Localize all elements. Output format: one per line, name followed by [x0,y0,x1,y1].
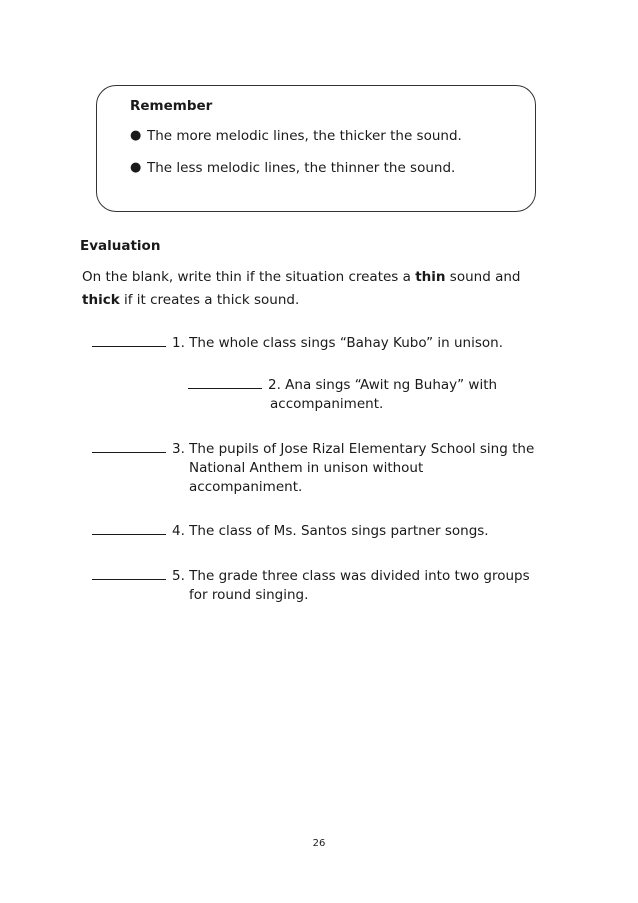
answer-blank[interactable] [92,567,166,580]
remember-box [96,85,536,212]
answer-blank[interactable] [188,376,262,389]
instructions-bold-thin: thin [415,269,446,285]
instructions-text: On the blank, write thin if the situation creates a [82,269,416,285]
answer-blank[interactable] [92,334,166,347]
remember-list [127,128,462,192]
item-text: 4. The class of Ms. Santos sings partner songs. [172,523,489,539]
item-text-continued: accompaniment. [270,396,384,412]
evaluation-title: Evaluation [80,238,161,254]
remember-bullet-text: The more melodic lines, the thicker the sound. [147,128,462,144]
instructions-bold-thick: thick [82,292,120,308]
item-text: 2. Ana sings “Awit ng Buhay” with [268,377,498,393]
item-text: 1. The whole class sings “Bahay Kubo” in unison. [172,335,504,351]
item-text: 3. The pupils of Jose Rizal Elementary School sing the [172,441,535,457]
evaluation-item-2 [188,376,497,414]
evaluation-item-4 [92,522,489,541]
bullet-icon: ● [130,160,142,175]
page-number: 26 [312,838,326,849]
instructions-text: if it creates a thick sound. [119,292,300,308]
evaluation-instructions [82,266,552,312]
bullet-icon: ● [130,128,142,143]
item-text: 5. The grade three class was divided into two groups [172,568,530,584]
remember-bullet-text: The less melodic lines, the thinner the sound. [147,160,456,176]
remember-bullet-item [127,128,462,144]
evaluation-item-1 [92,334,503,353]
item-text-continued: accompaniment. [189,479,303,495]
answer-blank[interactable] [92,522,166,535]
evaluation-item-3 [92,440,534,497]
remember-title: Remember [130,98,213,114]
instructions-text: sound and [445,269,521,285]
item-text-continued: for round singing. [189,587,309,603]
item-text-continued: National Anthem in unison without [189,460,424,476]
remember-bullet-item [127,160,462,176]
evaluation-item-5 [92,567,530,605]
answer-blank[interactable] [92,440,166,453]
